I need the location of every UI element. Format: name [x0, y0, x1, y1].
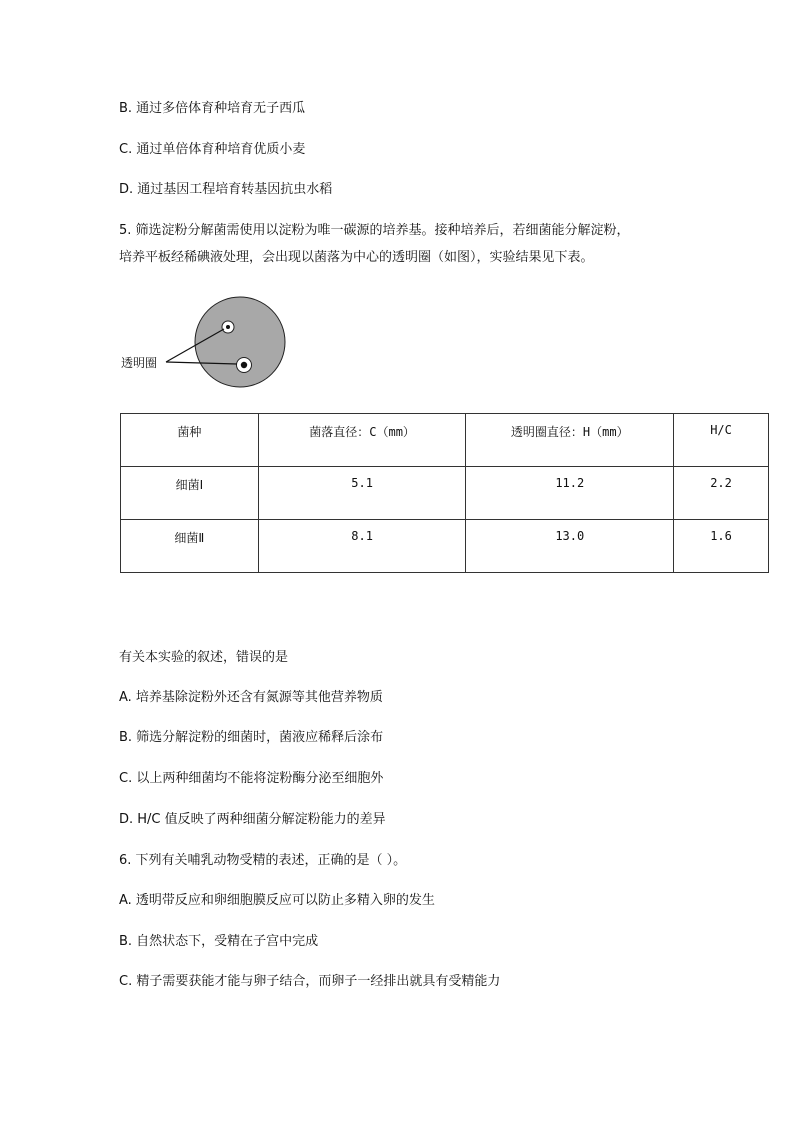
table-header-row	[121, 414, 769, 467]
petri-dish-diagram	[119, 292, 299, 392]
header-cell: 菌种	[121, 414, 259, 467]
q5-option-d: D. H/C 值反映了两种细菌分解淀粉能力的差异	[119, 812, 386, 827]
q5-stem-line2: 培养平板经稀碘液处理，会出现以菌落为中心的透明圈（如图），实验结果见下表。	[119, 250, 594, 265]
q4-option-d: D. 通过基因工程培育转基因抗虫水稻	[119, 182, 333, 197]
table-cell: 5.1	[258, 467, 466, 520]
q4-option-b: B. 通过多倍体育种培育无子西瓜	[119, 101, 306, 116]
results-table	[120, 413, 769, 573]
clear-zone-label: 透明圈	[121, 356, 158, 370]
table-cell: 细菌Ⅱ	[121, 520, 259, 573]
table-row	[121, 467, 769, 520]
q6-option-c: C. 精子需要获能才能与卵子结合，而卵子一经排出就具有受精能力	[119, 974, 501, 989]
colony-small	[226, 325, 230, 329]
q6-option-a: A. 透明带反应和卵细胞膜反应可以防止多精入卵的发生	[119, 893, 435, 908]
petri-dish-figure	[119, 292, 299, 392]
q5-option-b: B. 筛选分解淀粉的细菌时，菌液应稀释后涂布	[119, 730, 384, 745]
header-cell: 透明圈直径：H（mm）	[466, 414, 674, 467]
header-cell: H/C	[674, 414, 769, 467]
petri-dish	[195, 297, 285, 387]
table-cell: 2.2	[674, 467, 769, 520]
table-row	[121, 520, 769, 573]
q5-option-a: A. 培养基除淀粉外还含有氮源等其他营养物质	[119, 690, 383, 705]
table-cell: 13.0	[466, 520, 674, 573]
header-cell: 菌落直径：C（mm）	[258, 414, 466, 467]
table-cell: 11.2	[466, 467, 674, 520]
q5-option-c: C. 以上两种细菌均不能将淀粉酶分泌至细胞外	[119, 771, 384, 786]
table-cell: 细菌Ⅰ	[121, 467, 259, 520]
colony-large	[241, 362, 247, 368]
table-cell: 8.1	[258, 520, 466, 573]
q5-question: 有关本实验的叙述，错误的是	[119, 650, 289, 665]
q5-stem-line1: 5. 筛选淀粉分解菌需使用以淀粉为唯一碳源的培养基。接种培养后，若细菌能分解淀粉，	[119, 223, 630, 238]
q6-option-b: B. 自然状态下，受精在子宫中完成	[119, 934, 319, 949]
table-cell: 1.6	[674, 520, 769, 573]
q4-option-c: C. 通过单倍体育种培育优质小麦	[119, 142, 306, 157]
q6-stem: 6. 下列有关哺乳动物受精的表述，正确的是（ ）。	[119, 853, 407, 868]
